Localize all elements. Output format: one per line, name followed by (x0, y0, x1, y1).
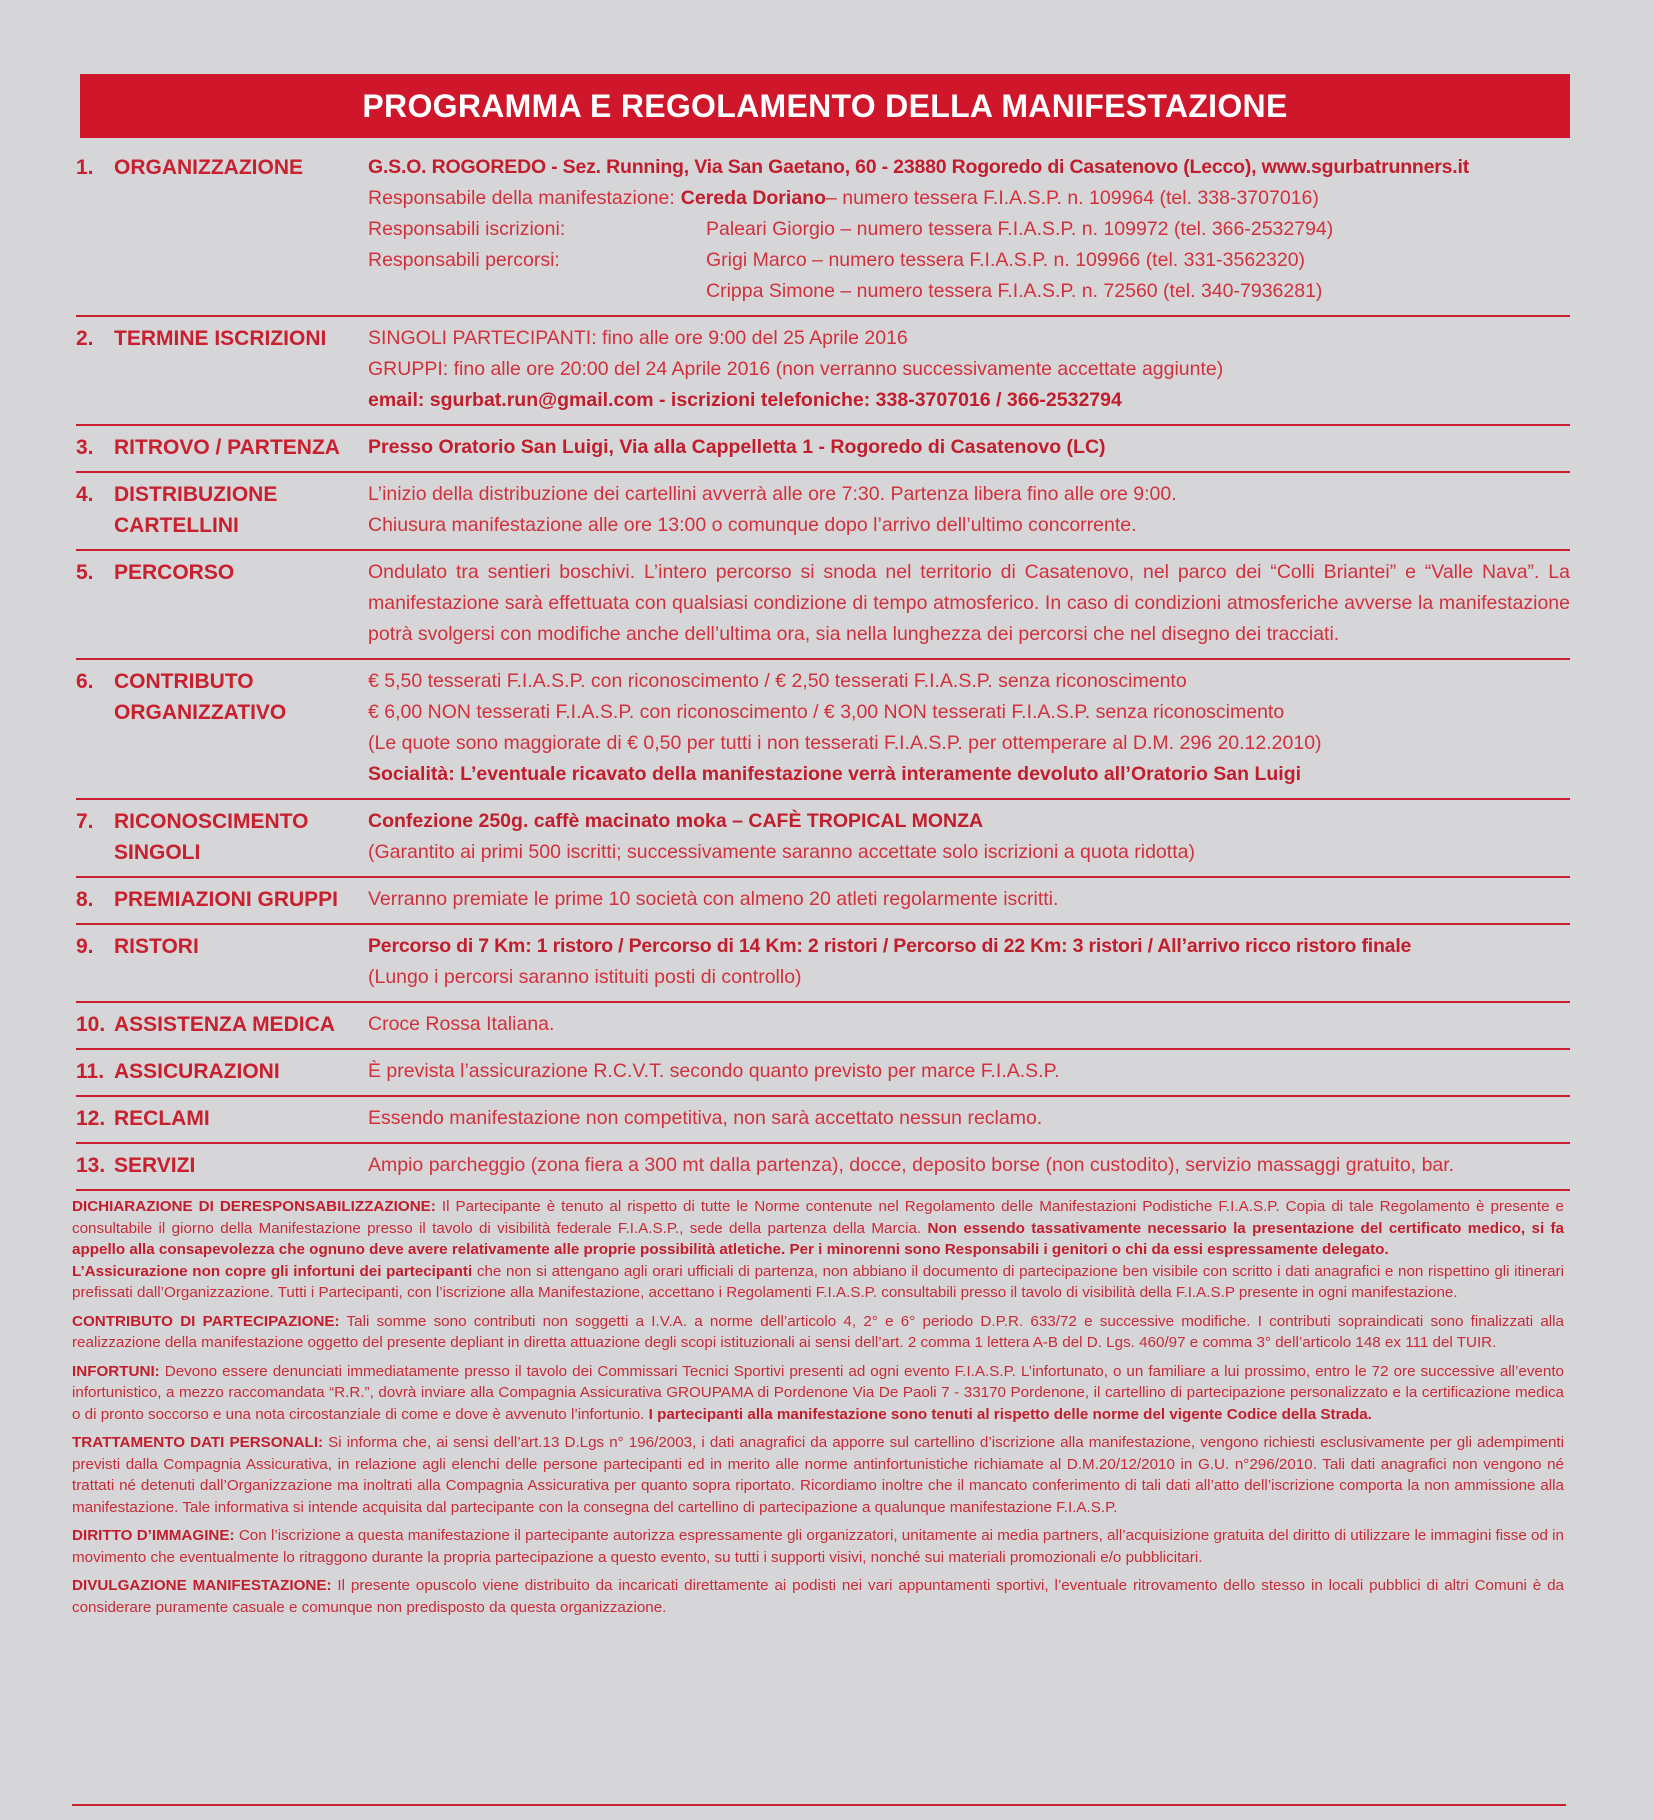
section-premiazioni-gruppi (76, 878, 1570, 925)
section-label: ASSISTENZA MEDICA (114, 1013, 335, 1036)
fee-non-tesserati: € 6,00 NON tesserati F.I.A.S.P. con riconoscimento / € 3,00 NON tesserati F.I.A.S.P. senza riconoscimento (368, 701, 1285, 723)
org-address: G.S.O. ROGOREDO - Sez. Running, Via San Gaetano, 60 - 23880 Rogoredo di Casatenovo (Lecco), www.sgurbatrunners.it (368, 156, 1470, 178)
gruppi-deadline: GRUPPI: fino alle ore 20:00 del 24 Aprile 2016 (non verranno successivamente accettate aggiunte) (368, 358, 1224, 380)
section-number: 5. (76, 561, 94, 584)
section-label: RISTORI (114, 935, 199, 958)
fee-tesserati: € 5,50 tesserati F.I.A.S.P. con riconoscimento / € 2,50 tesserati F.I.A.S.P. senza riconoscimento (368, 670, 1187, 692)
prize-description: Confezione 250g. caffè macinato moka – CAFÈ TROPICAL MONZA (368, 810, 984, 832)
section-organizzazione (76, 146, 1570, 317)
distribution-paragraph: DIVULGAZIONE MANIFESTAZIONE: Il presente opuscolo viene distribuito da incaricati direttamente ai podisti nei vari appuntamenti sportivi, l’eventuale ritrovamento dello stesso in locali pubblici di altri Comuni è da considerare puramente casuale e comunque non predisposto da questa organizzazione. (72, 1577, 1564, 1616)
meeting-place: Presso Oratorio San Luigi, Via alla Cappelletta 1 - Rogoredo di Casatenovo (LC) (368, 436, 1106, 458)
checkpoints-note: (Lungo i percorsi saranno istituiti posti di controllo) (368, 966, 802, 988)
paragraph-heading: TRATTAMENTO DATI PERSONALI: (72, 1434, 324, 1451)
section-ritrovo-partenza (76, 426, 1570, 473)
section-label: PERCORSO (114, 561, 235, 584)
image-rights-paragraph: DIRITTO D’IMMAGINE: Con l’iscrizione a questa manifestazione il partecipante autorizza espressamente gli organizzatori, unitamente ai media partners, all’acquisizione gratuita del diritto di utilizzare le immagini fisse od in movimento che eventualmente lo ritraggono durante la propria partecipazione a questo evento, su tutti i supporti visivi, nonché sui materiali promozionali e/o pubblicitari. (72, 1527, 1564, 1566)
section-label: PREMIAZIONI GRUPPI (114, 888, 339, 911)
section-number: 9. (76, 935, 94, 958)
percorsi-value-1: Grigi Marco – numero tessera F.I.A.S.P. n. 109966 (tel. 331-3562320) (706, 249, 1306, 271)
bottom-divider (72, 1804, 1566, 1806)
section-number: 13. (76, 1154, 106, 1177)
paragraph-heading: INFORTUNI: (72, 1362, 160, 1380)
complaints-info: Essendo manifestazione non competitiva, non sarà accettato nessun reclamo. (368, 1107, 1043, 1129)
page-title: PROGRAMMA E REGOLAMENTO DELLA MANIFESTAZIONE (80, 74, 1570, 138)
section-assistenza-medica (76, 1003, 1570, 1050)
section-label: RICONOSCIMENTO SINGOLI (114, 810, 309, 864)
singoli-deadline: SINGOLI PARTECIPANTI: fino alle ore 9:00 del 25 Aprile 2016 (368, 327, 908, 349)
contact-line: email: sgurbat.run@gmail.com - iscrizioni telefoniche: 338-3707016 / 366-2532794 (368, 389, 1122, 411)
section-assicurazioni (76, 1050, 1570, 1097)
section-number: 8. (76, 888, 94, 911)
section-number: 2. (76, 327, 94, 350)
section-ristori (76, 925, 1570, 1003)
contribution-paragraph: CONTRIBUTO DI PARTECIPAZIONE: Tali somme sono contributi non soggetti a I.V.A. a norme dell’articolo 4, 2° e 6° periodo D.P.R. 633/72 e successive modifiche. I contributi sopraindicati sono finalizzati alla realizzazione della manifestazione oggetto del presente depliant in diretta attuazione degli scopi istituzionali ai sensi dell’art. 2 comma 1 lettera A-B del D. Lgs. 460/97 e comma 3° dell’articolo 148 ex 111 del TUIR. (72, 1312, 1565, 1351)
paragraph-heading: DICHIARAZIONE DI DERESPONSABILIZZAZIONE: (72, 1198, 436, 1215)
percorsi-label: Responsabili percorsi: (368, 249, 560, 271)
fee-note: (Le quote sono maggiorate di € 0,50 per tutti i non tesserati F.I.A.S.P. per ottemperare al D.M. 296 20.12.2010) (368, 732, 1322, 754)
section-contributo (76, 660, 1570, 800)
refreshment-points: Percorso di 7 Km: 1 ristoro / Percorso di 14 Km: 2 ristori / Percorso di 22 Km: 3 ristori / All’arrivo ricco ristoro finale (368, 935, 1412, 957)
paragraph-heading: DIRITTO D’IMMAGINE: (72, 1527, 235, 1544)
paragraph-heading: DIVULGAZIONE MANIFESTAZIONE: (72, 1577, 332, 1594)
privacy-paragraph: TRATTAMENTO DATI PERSONALI: Si informa che, ai sensi dell’art.13 D.Lgs n° 196/2003, i dati anagrafici da apporre sul cartellino d’iscrizione alla manifestazione, vengono richiesti esclusivamente per gli adempimenti previsti dalla Compagnia Assicurativa, in relazione agli elenchi delle persone partecipanti ed in merito alle norme antinfortunistiche richiamate al D.M.20/12/2010 in G.U. n°296/2010. Tali dati anagrafici non vengono né trattati né detenuti dall’Organizzazione ma inoltrati alla Compagnia Assicurativa per quanto sopra riportato. Ricordiamo inoltre che il mancato conferimento di tali dati all’atto dell’iscrizione comporta la non ammissione alla manifestazione. Tale informativa si intende acquisita dal partecipante con la consegna del cartellino di partecipazione a qualunque manifestazione F.I.A.S.P. (72, 1434, 1564, 1516)
section-termine-iscrizioni (76, 317, 1570, 426)
percorsi-value-2: Crippa Simone – numero tessera F.I.A.S.P. n. 72560 (tel. 340-7936281) (706, 280, 1323, 302)
distribution-start: L’inizio della distribuzione dei cartellini avverrà alle ore 7:30. Partenza libera fino alle ore 9:00. (368, 483, 1177, 505)
prize-note: (Garantito ai primi 500 iscritti; successivamente saranno accettate solo iscrizioni a quota ridotta) (368, 841, 1195, 863)
iscrizioni-value: Paleari Giorgio – numero tessera F.I.A.S.P. n. 109972 (tel. 366-2532794) (706, 218, 1334, 240)
course-description: Ondulato tra sentieri boschivi. L’intero percorso si snoda nel territorio di Casatenovo, nel parco dei “Colli Briantei” e “Valle Nava”. La manifestazione sarà effettuata con qualsiasi condizione di tempo atmosferico. In caso di condizioni atmosferiche avverse la manifestazione potrà svolgersi con modifiche anche dell’ultima ora, sia nella lunghezza dei percorsi che nel disegno dei tracciati. (368, 561, 1570, 645)
section-label: ORGANIZZAZIONE (114, 156, 303, 179)
section-label: CONTRIBUTO ORGANIZZATIVO (114, 670, 287, 724)
section-number: 7. (76, 810, 94, 833)
injuries-paragraph: INFORTUNI: Devono essere denunciati immediatamente presso il tavolo dei Commissari Tecnici Sportivi presenti ad ogni evento F.I.A.S.P. L’infortunato, o un familiare a lui prossimo, entro le 72 ore successive all’evento infortunistico, a mezzo raccomandata “R.R.”, dovrà inviare alla Compagnia Assicurativa GROUPAMA di Pordenone Via De Paoli 7 - 33170 Pordenone, il cartellino di partecipazione personalizzato e la certificazione medica o di pronto soccorso e una nota circostanziale di come e dove è avvenuto l’infortunio. I partecipanti alla manifestazione sono tenuti al rispetto delle norme del vigente Codice della Strada. (72, 1362, 1564, 1423)
section-distribuzione-cartellini (76, 473, 1570, 551)
resp-name: Cereda Doriano (680, 187, 826, 209)
section-label: RITROVO / PARTENZA (114, 436, 340, 459)
sections-list (76, 146, 1570, 1191)
section-label: RECLAMI (114, 1107, 210, 1130)
paragraph-heading: CONTRIBUTO DI PARTECIPAZIONE: (72, 1312, 340, 1330)
section-label: ASSICURAZIONI (114, 1060, 280, 1083)
section-number: 1. (76, 156, 94, 179)
section-number: 10. (76, 1013, 106, 1036)
section-label: DISTRIBUZIONE CARTELLINI (114, 483, 278, 537)
section-number: 12. (76, 1107, 106, 1130)
section-number: 6. (76, 670, 94, 693)
resp-label: Responsabile della manifestazione: (368, 187, 675, 209)
iscrizioni-label: Responsabili iscrizioni: (368, 218, 566, 240)
section-percorso (76, 551, 1570, 660)
section-servizi (76, 1144, 1570, 1191)
socialita-note: Socialità: L’eventuale ricavato della manifestazione verrà interamente devoluto all’Oratorio San Luigi (368, 763, 1302, 785)
section-riconoscimento (76, 800, 1570, 878)
resp-details: – numero tessera F.I.A.S.P. n. 109964 (tel. 338-3707016) (825, 187, 1319, 209)
section-label: TERMINE ISCRIZIONI (114, 327, 327, 350)
section-number: 11. (76, 1060, 105, 1083)
section-reclami (76, 1097, 1570, 1144)
insurance-info: È prevista l’assicurazione R.C.V.T. secondo quanto previsto per marce F.I.A.S.P. (368, 1060, 1060, 1082)
fine-print (72, 1196, 1564, 1625)
medical-assistance: Croce Rossa Italiana. (368, 1013, 555, 1035)
section-number: 4. (76, 483, 94, 506)
disclaimer-paragraph: DICHIARAZIONE DI DERESPONSABILIZZAZIONE: Il Partecipante è tenuto al rispetto di tutte le Norme contenute nel Regolamento delle Manifestazioni Podistiche F.I.A.S.P. Copia di tale Regolamento è presente e consultabile il giorno della Manifestazione presso il tavolo di visibilità federale F.I.A.S.P., sede della partenza della Marcia. Non essendo tassativamente necessario la presentazione del certificato medico, si fa appello alla consapevolezza che ognuno deve avere relativamente alle proprie possibilità atletiche. Per i minorenni sono Responsabili i genitori o chi da essi espressamente delegato. L’Assicurazione non copre gli infortuni dei partecipanti che non si attengano agli orari ufficiali di partenza, non abbiano il documento di partecipazione ben visibile con scritto i dati anagrafici e non rispettino gli itinerari prefissati dall’Organizzazione. Tutti i Partecipanti, con l’iscrizione alla Manifestazione, accettano i Regolamenti F.I.A.S.P. consultabili presso il tavolo di visibilità della F.I.A.S.P presente in ogni manifestazione. (72, 1198, 1565, 1301)
section-number: 3. (76, 436, 94, 459)
group-awards: Verranno premiate le prime 10 società con almeno 20 atleti regolarmente iscritti. (368, 888, 1059, 910)
event-closing: Chiusura manifestazione alle ore 13:00 o comunque dopo l’arrivo dell’ultimo concorrente. (368, 514, 1137, 536)
services-info: Ampio parcheggio (zona fiera a 300 mt dalla partenza), docce, deposito borse (non custodito), servizio massaggi gratuito, bar. (368, 1154, 1455, 1176)
section-label: SERVIZI (114, 1154, 196, 1177)
